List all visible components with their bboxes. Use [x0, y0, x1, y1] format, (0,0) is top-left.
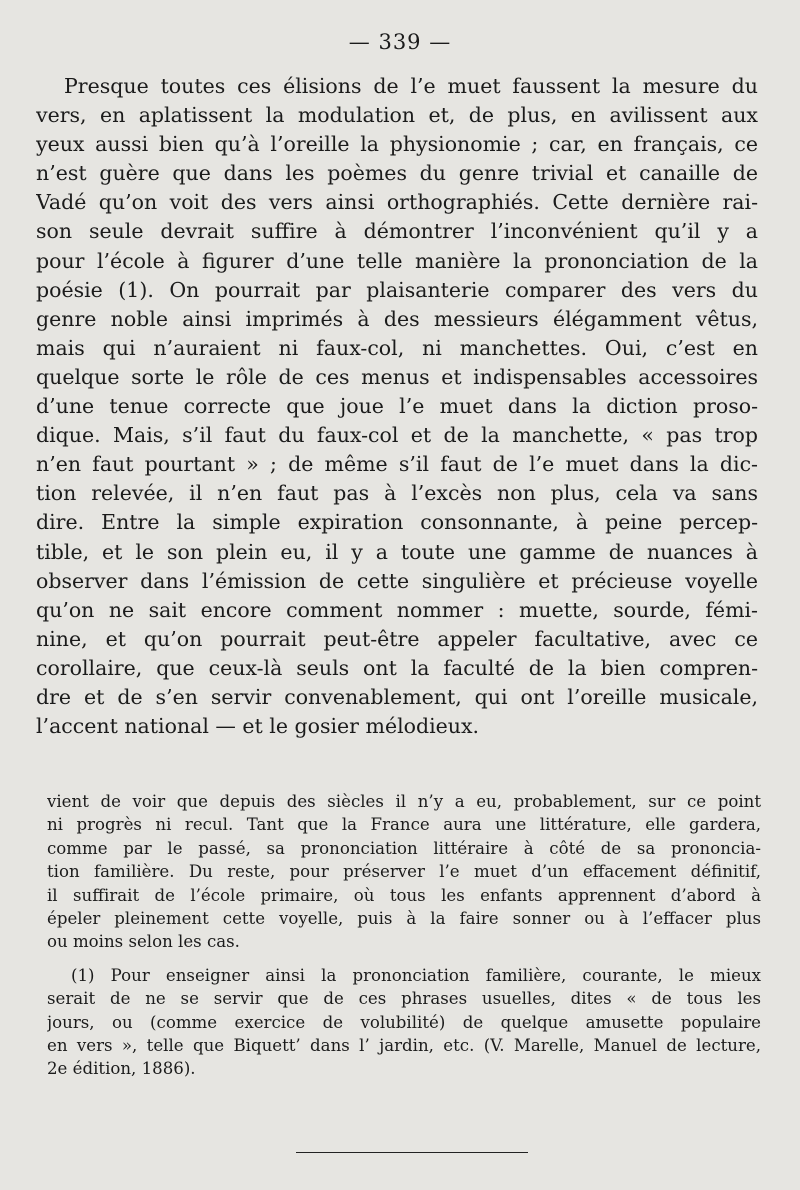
body-line: vers, en aplatissent la modulation et, de plus, en avilissent aux: [36, 103, 758, 128]
body-line: Presque toutes ces élisions de l’e muet faussent la mesure du: [64, 74, 758, 98]
body-line: pour l’école à figurer d’une telle manière la prononciation de la: [36, 248, 758, 273]
body-line: n’en faut pourtant » ; de même s’il faut de l’e muet dans la dic-: [36, 452, 758, 477]
body-line: observer dans l’émission de cette singulière et précieuse voyelle: [36, 568, 758, 593]
footnote-line: 2e édition, 1886).: [47, 1059, 196, 1079]
note-line: ni progrès ni recul. Tant que la France aura une littérature, elle gardera,: [47, 815, 761, 835]
body-line: yeux aussi bien qu’à l’oreille la physionomie ; car, en français, ce: [36, 132, 758, 157]
body-line: corollaire, que ceux-là seuls ont la faculté de la bien compren-: [36, 655, 758, 680]
footnote-line: (1) Pour enseigner ainsi la prononciation familière, courante, le mieux: [71, 965, 761, 985]
body-line: poésie (1). On pourrait par plaisanterie comparer des vers du: [36, 277, 758, 302]
body-line: l’accent national — et le gosier mélodieux.: [36, 714, 480, 739]
body-line: mais qui n’auraient ni faux-col, ni manchettes. Oui, c’est en: [36, 335, 758, 360]
body-line: son seule devrait suffire à démontrer l’inconvénient qu’il y a: [36, 219, 758, 244]
body-line: quelque sorte le rôle de ces menus et indispensables accessoires: [36, 364, 758, 389]
body-line: d’une tenue correcte que joue l’e muet dans la diction proso-: [36, 394, 758, 419]
notes-section: [47, 790, 761, 1081]
note-line: vient de voir que depuis des siècles il n’y a eu, probablement, sur ce point: [47, 792, 761, 811]
page-number: — 339 —: [348, 30, 452, 54]
closing-rule: [296, 1152, 528, 1153]
note-line: comme par le passé, sa prononciation littéraire à côté de sa prononcia-: [47, 838, 761, 858]
note-line: il suffirait de l’école primaire, où tous les enfants apprennent d’abord à: [47, 885, 761, 905]
body-text: [36, 72, 758, 741]
body-line: tion relevée, il n’en faut pas à l’excès non plus, cela va sans: [36, 481, 758, 506]
body-line: nine, et qu’on pourrait peut-être appeler facultative, avec ce: [36, 626, 758, 651]
body-line: dique. Mais, s’il faut du faux-col et de la manchette, « pas trop: [36, 423, 758, 448]
body-line: qu’on ne sait encore comment nommer : muette, sourde, fémi-: [36, 597, 758, 622]
footnote-line: serait de ne se servir que de ces phrases usuelles, dites « de tous les: [47, 989, 761, 1009]
note-line: tion familière. Du reste, pour préserver l’e muet d’un effacement définitif,: [47, 862, 761, 882]
footnote-line: jours, ou (comme exercice de volubilité) de quelque amusette populaire: [47, 1012, 761, 1032]
footnote-line: en vers », telle que Biquett’ dans l’ jardin, etc. (V. Marelle, Manuel de lecture,: [47, 1035, 761, 1055]
body-line: genre noble ainsi imprimés à des messieurs élégamment vêtus,: [36, 306, 758, 331]
note-line: épeler pleinement cette voyelle, puis à la faire sonner ou à l’effacer plus: [47, 908, 761, 928]
body-line: tible, et le son plein eu, il y a toute une gamme de nuances à: [36, 539, 758, 564]
body-line: dre et de s’en servir convenablement, qui ont l’oreille musicale,: [36, 684, 758, 709]
body-line: n’est guère que dans les poèmes du genre trivial et canaille de: [36, 161, 758, 186]
body-line: dire. Entre la simple expiration consonnante, à peine percep-: [36, 510, 758, 535]
body-line: Vadé qu’on voit des vers ainsi orthographiés. Cette dernière rai-: [36, 190, 758, 215]
note-line: ou moins selon les cas.: [47, 932, 240, 952]
